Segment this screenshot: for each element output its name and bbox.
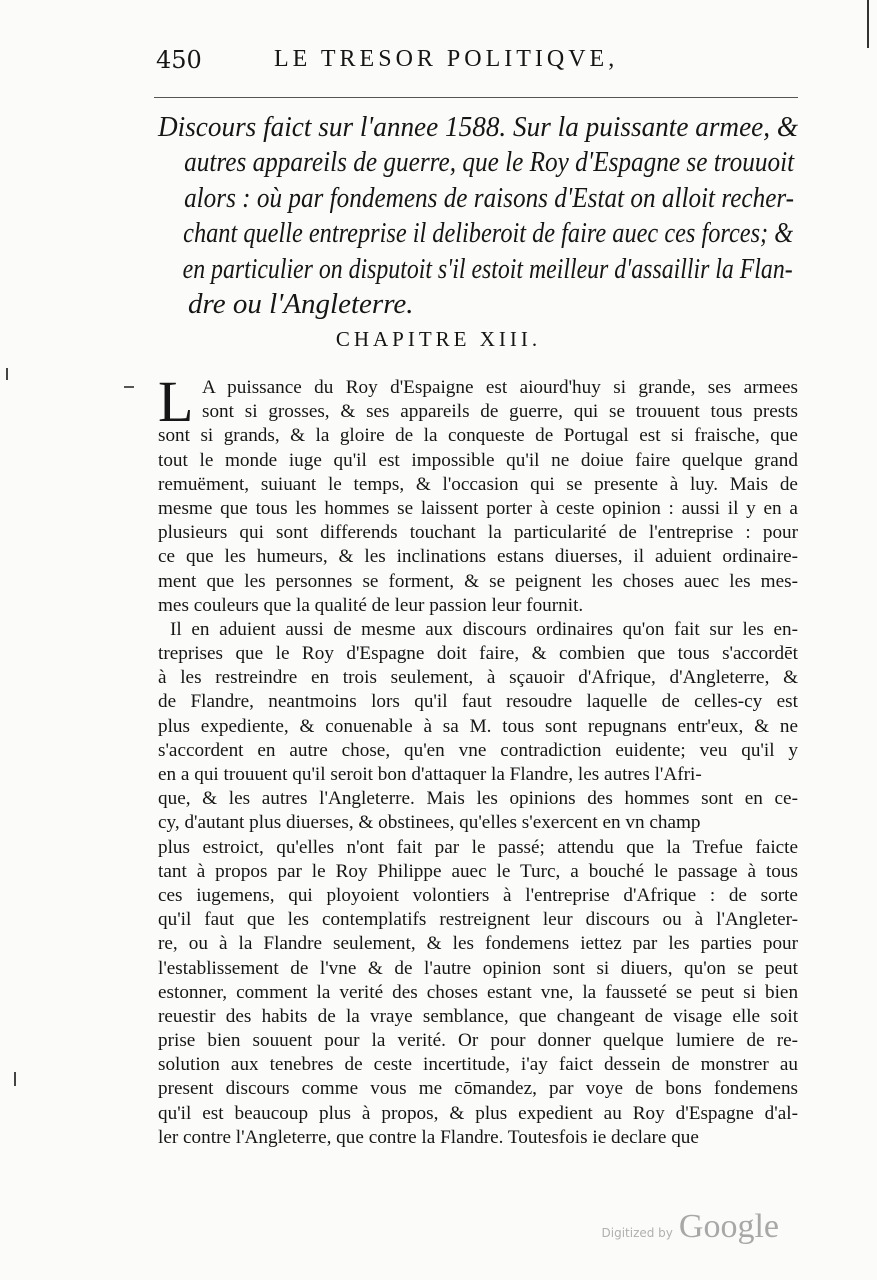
chapter-heading: CHAPITRE XIII. xyxy=(335,327,542,351)
body-line: tant à propos par le Roy Philippe auec le Turc, a bouché le passage à tous xyxy=(158,860,798,882)
watermark-prefix: Digitized by xyxy=(601,1226,673,1240)
body-line: estonner, comment la verité des choses estant vne, la fausseté se peut si bien xyxy=(158,981,799,1003)
body-line: Il en aduient aussi de mesme aux discours ordinaires qu'on fait sur les en- xyxy=(170,618,798,640)
title-line: en particulier on disputoit s'il estoit meilleur d'assaillir la Flan- xyxy=(182,252,793,285)
page-number: 450 xyxy=(156,46,202,74)
body-line: present discours comme vous me cōmandez, par voye de bons fondemens xyxy=(158,1078,799,1100)
running-head: LE TRESOR POLITIQVE, xyxy=(274,46,619,72)
body-line: que, & les autres l'Angleterre. Mais les opinions des hommes sont en ce- xyxy=(158,788,798,810)
title-line: alors : où par fondemens de raisons d'Estat on alloit recher- xyxy=(184,181,795,214)
body-line: tout le monde iuge qu'il est impossible qu'il ne doiue faire quelque grand xyxy=(158,449,798,471)
body-line: qu'il est beaucoup plus à propos, & plus expedient au Roy d'Espagne d'al- xyxy=(158,1102,798,1124)
body-line: re, ou à la Flandre seulement, & les fondemens iettez par les parties pour xyxy=(158,933,799,955)
header-rule xyxy=(154,97,798,98)
title-line: chant quelle entreprise il deliberoit de faire auec ces forces; & xyxy=(183,217,794,250)
discourse-title xyxy=(158,110,798,322)
body-line: à les restreindre en trois seulement, à sçauoir d'Afrique, d'Angleterre, & xyxy=(158,667,798,689)
body-line: plus expediente, & conuenable à sa M. tous sont repugnans entr'eux, & ne xyxy=(158,715,798,737)
page-header xyxy=(156,46,676,86)
title-line: Discours faict sur l'annee 1588. Sur la puissante armee, & xyxy=(158,111,799,143)
body-line: remuëment, suiuant le temps, & l'occasion qui se presente à luy. Mais de xyxy=(158,473,798,495)
body-line: plusieurs qui sont differends touchant la particularité de l'entreprise : pour xyxy=(158,522,799,544)
google-watermark xyxy=(602,1208,780,1246)
body-line: ment que les personnes se forment, & se peignent les choses auec les mes- xyxy=(158,570,798,592)
drop-cap: L xyxy=(158,369,194,434)
body-line: reuestir des habits de la vraye semblance, que changeant de visage elle soit xyxy=(158,1005,799,1027)
body-text xyxy=(158,369,799,1150)
body-line: mesme que tous les hommes se laissent porter à ceste opinion : aussi il y en a xyxy=(158,497,798,519)
title-line: dre ou l'Angleterre. xyxy=(188,288,414,321)
body-line: qu'il faut que les contemplatifs restreignent leur discours ou à l'Angleter- xyxy=(158,909,799,931)
body-line: ce que les humeurs, & les inclinations estans diuerses, il aduient ordinaire- xyxy=(158,546,799,568)
body-line: cy, d'autant plus diuerses, & obstinees, qu'elles s'exercent en vn champ xyxy=(158,812,701,834)
body-line: plus estroict, qu'elles n'ont fait par le passé; attendu que la Trefue faicte xyxy=(158,836,799,858)
body-line: solution aux tenebres de ceste incertitude, i'ay faict dessein de monstrer au xyxy=(158,1054,798,1076)
body-line: de Flandre, neantmoins lors qu'il faut resoudre laquelle de celles-cy est xyxy=(158,691,798,713)
body-line: en a qui trouuent qu'il seroit bon d'attaquer la Flandre, les autres l'Afri- xyxy=(158,764,702,785)
google-logo: Google xyxy=(678,1208,779,1245)
body-line: ler contre l'Angleterre, que contre la Flandre. Toutesfois ie declare que xyxy=(158,1126,699,1148)
body-line: sont si grands, & la gloire de la conqueste de Portugal est si fraische, que xyxy=(158,425,798,447)
body-line: l'establissement de l'vne & de l'autre opinion sont si diuers, qu'on se peut xyxy=(158,957,798,979)
body-line: ces iugemens, qui ployoient volontiers à l'entreprise d'Afrique : de sorte xyxy=(158,884,798,906)
body-line: mes couleurs que la qualité de leur passion leur fournit. xyxy=(158,594,584,616)
margin-mark xyxy=(14,1072,16,1086)
body-line: A puissance du Roy d'Espaigne est aiourd'huy si grande, ses armees xyxy=(202,377,798,398)
body-line: treprises que le Roy d'Espagne doit faire, & combien que tous s'accordēt xyxy=(158,643,798,665)
body-line: prise bien souuent pour la verité. Or pour donner quelque lumiere de re- xyxy=(158,1030,799,1052)
title-line: autres appareils de guerre, que le Roy d'Espagne se trouuoit xyxy=(184,146,795,179)
body-line: sont si grosses, & ses appareils de guerre, qui se trouuent tous prests xyxy=(202,401,799,423)
margin-mark xyxy=(6,368,8,380)
margin-dash xyxy=(124,386,134,388)
body-line: s'accordent en autre chose, qu'en vne contradiction euidente; veu qu'il y xyxy=(158,739,799,761)
page-edge-line xyxy=(867,0,869,48)
